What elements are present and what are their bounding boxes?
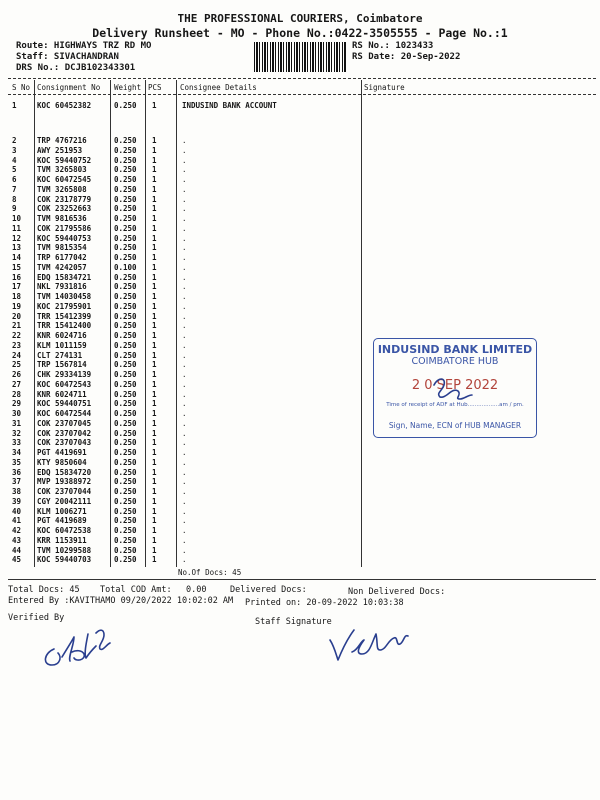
consignment-number: TVM 3265803 [37,165,87,175]
serial-number: 10 [12,214,22,223]
serial-number: 19 [12,301,22,311]
col-header-details: Consignee Details [180,83,257,92]
consignment-number: KOC 60472545 [37,175,92,184]
pieces-count: 1 [152,101,157,110]
weight-value: 0.250 [114,311,137,321]
serial-number: 13 [12,243,22,253]
consignee-details: . [182,448,187,457]
consignee-details: . [182,301,187,311]
staff-signature-label: Staff Signature [255,617,332,627]
consignment-number: TVM 10299588 [37,545,92,555]
serial-number: 29 [12,399,22,409]
consignment-number: KOC 59440703 [37,555,92,565]
weight-value: 0.250 [114,340,137,350]
consignment-number: COK 23252663 [37,204,92,214]
consignment-number: KLM 1006271 [37,506,87,516]
consignee-details: . [182,438,187,448]
pieces-count: 1 [152,526,157,535]
pieces-count: 1 [152,155,157,165]
consignment-number: COK 23707044 [37,487,92,496]
col-header-pcs: PCS [148,83,162,92]
pieces-count: 1 [152,272,157,282]
consignment-number: KNR 6024716 [37,331,87,340]
pieces-count: 1 [152,496,157,506]
pieces-count: 1 [152,370,157,379]
serial-number: 42 [12,526,22,535]
consignee-details: . [182,360,187,370]
serial-number: 28 [12,389,22,399]
consignee-details: . [182,321,187,331]
consignee-details: . [182,282,187,292]
weight-value: 0.250 [114,233,137,243]
pieces-count: 1 [152,331,157,340]
consignment-number: KOC 60472543 [37,379,92,389]
weight-value: 0.250 [114,136,137,145]
serial-number: 23 [12,340,22,350]
consignment-number: TVM 9816536 [37,214,87,223]
company-title: THE PROFESSIONAL COURIERS, Coimbatore [177,12,423,25]
weight-value: 0.250 [114,165,137,175]
consignee-details: . [182,262,187,272]
weight-value: 0.250 [114,467,137,477]
stamp-hub-name: COIMBATORE HUB [411,356,499,367]
pieces-count: 1 [152,379,157,389]
weight-value: 0.250 [114,175,137,184]
consignment-number: COK 23707045 [37,418,92,428]
pieces-count: 1 [152,418,157,428]
pieces-count: 1 [152,555,157,565]
weight-value: 0.250 [114,370,137,379]
serial-number: 44 [12,545,22,555]
weight-value: 0.250 [114,184,137,194]
weight-value: 0.100 [114,262,137,272]
serial-number: 5 [12,165,17,175]
consignee-details: . [182,545,187,555]
pieces-count: 1 [152,292,157,301]
total-docs: Total Docs: 45 [8,585,80,595]
consignee-details: . [182,418,187,428]
consignment-number: KOC 21795901 [37,301,92,311]
serial-number: 25 [12,360,22,370]
consignee-details: . [182,487,187,496]
consignment-number: KOC 60472544 [37,409,92,418]
weight-value: 0.250 [114,516,137,526]
consignment-number: KTY 9850604 [37,457,87,467]
pieces-count: 1 [152,194,157,204]
consignment-number: TVM 14030458 [37,292,92,301]
pieces-count: 1 [152,253,157,262]
pieces-count: 1 [152,165,157,175]
serial-number: 30 [12,409,22,418]
weight-value: 0.250 [114,214,137,223]
weight-value: 0.250 [114,399,137,409]
serial-number: 6 [12,175,17,184]
pieces-count: 1 [152,184,157,194]
consignment-number: TRR 15412399 [37,311,92,321]
weight-value: 0.250 [114,243,137,253]
col-header-weight: Weight [114,83,142,92]
stamp-receipt-time: Time of receipt of ADF at Hub..................am / pm. [386,402,524,408]
consignment-number: KOC 60472538 [37,526,92,535]
consignee-details: . [182,253,187,262]
consignee-details: . [182,165,187,175]
consignee-details: . [182,428,187,438]
consignee-details: . [182,175,187,184]
consignment-number: TRP 6177042 [37,253,87,262]
serial-number: 9 [12,204,17,214]
weight-value: 0.250 [114,194,137,204]
entered-by: Entered By :KAVITHAMO 09/20/2022 10:02:02 AM [8,596,234,606]
weight-value: 0.250 [114,301,137,311]
weight-value: 0.250 [114,101,137,110]
consignee-details: . [182,379,187,389]
pieces-count: 1 [152,204,157,214]
consignee-details: . [182,214,187,223]
consignment-number: KRR 1153911 [37,535,87,545]
col-header-sno: S No [12,83,31,92]
pieces-count: 1 [152,175,157,184]
weight-value: 0.250 [114,457,137,467]
serial-number: 20 [12,311,22,321]
serial-number: 18 [12,292,22,301]
serial-number: 14 [12,253,22,262]
non-delivered-docs: Non Delivered Docs: [348,587,446,597]
weight-value: 0.250 [114,448,137,457]
pieces-count: 1 [152,506,157,516]
serial-number: 15 [12,262,22,272]
pieces-count: 1 [152,311,157,321]
consignment-number: PGT 4419689 [37,516,87,526]
weight-value: 0.250 [114,428,137,438]
serial-number: 39 [12,496,22,506]
consignment-number: COK 21795586 [37,223,92,233]
pieces-count: 1 [152,223,157,233]
pieces-count: 1 [152,487,157,496]
serial-number: 16 [12,272,22,282]
serial-number: 3 [12,145,17,155]
weight-value: 0.250 [114,477,137,487]
consignment-number: EDQ 15834720 [37,467,92,477]
consignment-number: CGY 20042111 [37,496,92,506]
consignee-details: . [182,516,187,526]
route-label: Route: HIGHWAYS TRZ RD MO [16,41,152,51]
weight-value: 0.250 [114,418,137,428]
consignee-details: . [182,467,187,477]
serial-number: 31 [12,418,22,428]
delivered-docs: Delivered Docs: [230,585,307,595]
consignment-number: KLM 1011159 [37,340,87,350]
pieces-count: 1 [152,409,157,418]
pieces-count: 1 [152,438,157,448]
consignment-number: COK 23707043 [37,438,92,448]
pieces-count: 1 [152,457,157,467]
serial-number: 45 [12,555,22,565]
serial-number: 21 [12,321,22,331]
weight-value: 0.250 [114,253,137,262]
weight-value: 0.250 [114,409,137,418]
consignee-details: . [182,155,187,165]
consignee-details: . [182,311,187,321]
serial-number: 41 [12,516,22,526]
consignee-details: . [182,194,187,204]
total-cod-amount: 0.00 [186,585,207,595]
serial-number: 37 [12,477,22,487]
weight-value: 0.250 [114,223,137,233]
stamp-date: 2 0 SEP 2022 [411,378,499,393]
pieces-count: 1 [152,350,157,360]
consignee-details: . [182,145,187,155]
pieces-count: 1 [152,389,157,399]
pieces-count: 1 [152,399,157,409]
weight-value: 0.250 [114,496,137,506]
consignee-details: . [182,204,187,214]
serial-number: 24 [12,350,22,360]
col-header-signature: Signature [364,83,405,92]
pieces-count: 1 [152,535,157,545]
serial-number: 32 [12,428,22,438]
consignment-number: KOC 59440751 [37,399,92,409]
consignee-details: . [182,555,187,565]
serial-number: 22 [12,331,22,340]
stamp-bank-name: INDUSIND BANK LIMITED [377,343,533,356]
weight-value: 0.250 [114,506,137,516]
serial-number: 43 [12,535,22,545]
pieces-count: 1 [152,448,157,457]
runsheet-subtitle: Delivery Runsheet - MO - Phone No.:0422-3505555 - Page No.:1 [92,26,508,40]
consignee-details: . [182,477,187,487]
consignee-details: . [182,496,187,506]
consignment-number: TVM 4242057 [37,262,87,272]
consignee-details: . [182,389,187,399]
consignment-number: COK 23178779 [37,194,92,204]
weight-value: 0.250 [114,526,137,535]
consignee-details: . [182,136,187,145]
consignment-number: TVM 9815354 [37,243,87,253]
pieces-count: 1 [152,282,157,292]
weight-value: 0.250 [114,487,137,496]
stamp-sign-line: Sign, Name, ECN of HUB MANAGER [388,421,522,430]
consignment-number: KOC 59440753 [37,233,92,243]
weight-value: 0.250 [114,360,137,370]
pieces-count: 1 [152,467,157,477]
consignment-number: TRP 4767216 [37,136,87,145]
weight-value: 0.250 [114,204,137,214]
serial-number: 38 [12,487,22,496]
serial-number: 27 [12,379,22,389]
pieces-count: 1 [152,136,157,145]
consignment-number: KOC 60452382 [37,101,92,110]
serial-number: 4 [12,155,17,165]
weight-value: 0.250 [114,535,137,545]
serial-number: 8 [12,194,17,204]
weight-value: 0.250 [114,321,137,331]
pieces-count: 1 [152,243,157,253]
rs-date: RS Date: 20-Sep-2022 [352,52,461,62]
consignee-details: . [182,535,187,545]
consignment-number: COK 23707042 [37,428,92,438]
consignment-number: MVP 19388972 [37,477,92,487]
docs-count: No.Of Docs: 45 [178,568,242,577]
pieces-count: 1 [152,545,157,555]
pieces-count: 1 [152,145,157,155]
consignee-details: . [182,350,187,360]
verifier-signature [45,630,110,665]
serial-number: 17 [12,282,22,292]
consignee-details: . [182,399,187,409]
consignment-number: CLT 274131 [37,350,83,360]
consignment-number: TRP 1567814 [37,360,87,370]
weight-value: 0.250 [114,555,137,565]
stamp-initial-scribble [434,379,472,399]
staff-handwritten-signature [330,630,408,660]
weight-value: 0.250 [114,145,137,155]
pieces-count: 1 [152,301,157,311]
serial-number: 1 [12,101,17,110]
weight-value: 0.250 [114,292,137,301]
consignee-details: . [182,526,187,535]
pieces-count: 1 [152,262,157,272]
consignee-details: . [182,457,187,467]
pieces-count: 1 [152,477,157,487]
serial-number: 36 [12,467,22,477]
pieces-count: 1 [152,516,157,526]
total-cod-label: Total COD Amt: [100,585,172,595]
pieces-count: 1 [152,321,157,331]
pieces-count: 1 [152,428,157,438]
weight-value: 0.250 [114,379,137,389]
consignee-details: . [182,340,187,350]
serial-number: 34 [12,448,22,457]
consignee-details: . [182,370,187,379]
consignee-details: . [182,184,187,194]
staff-label: Staff: SIVACHANDRAN [16,52,119,62]
weight-value: 0.250 [114,272,137,282]
consignee-details: . [182,243,187,253]
consignee-details: . [182,409,187,418]
consignment-number: NKL 7931816 [37,282,87,292]
consignment-number: TVM 3265808 [37,184,87,194]
consignee-details: . [182,233,187,243]
consignment-number: EDQ 15834721 [37,272,92,282]
consignment-number: AWY 251953 [37,145,83,155]
weight-value: 0.250 [114,389,137,399]
serial-number: 40 [12,506,22,516]
consignee-details: INDUSIND BANK ACCOUNT [182,101,277,110]
consignee-details: . [182,292,187,301]
consignee-details: . [182,223,187,233]
pieces-count: 1 [152,360,157,370]
consignee-details: . [182,331,187,340]
consignment-number: KOC 59440752 [37,155,92,165]
drs-number: DRS No.: DCJB102343301 [16,63,136,73]
consignment-number: KNR 6024711 [37,389,87,399]
rs-number: RS No.: 1023433 [352,41,434,51]
pieces-count: 1 [152,233,157,243]
consignment-number: TRR 15412400 [37,321,92,331]
pieces-count: 1 [152,214,157,223]
weight-value: 0.250 [114,282,137,292]
weight-value: 0.250 [114,155,137,165]
printed-on: Printed on: 20-09-2022 10:03:38 [245,598,404,608]
serial-number: 7 [12,184,17,194]
serial-number: 33 [12,438,22,448]
consignment-number: PGT 4419691 [37,448,87,457]
pieces-count: 1 [152,340,157,350]
consignment-number: CHK 29334139 [37,370,92,379]
serial-number: 2 [12,136,17,145]
verified-by-label: Verified By [8,613,65,623]
serial-number: 35 [12,457,22,467]
consignee-details: . [182,506,187,516]
weight-value: 0.250 [114,331,137,340]
serial-number: 11 [12,223,22,233]
serial-number: 26 [12,370,22,379]
serial-number: 12 [12,233,22,243]
weight-value: 0.250 [114,545,137,555]
weight-value: 0.250 [114,438,137,448]
col-header-consignment: Consignment No [37,83,101,92]
consignee-details: . [182,272,187,282]
weight-value: 0.250 [114,350,137,360]
